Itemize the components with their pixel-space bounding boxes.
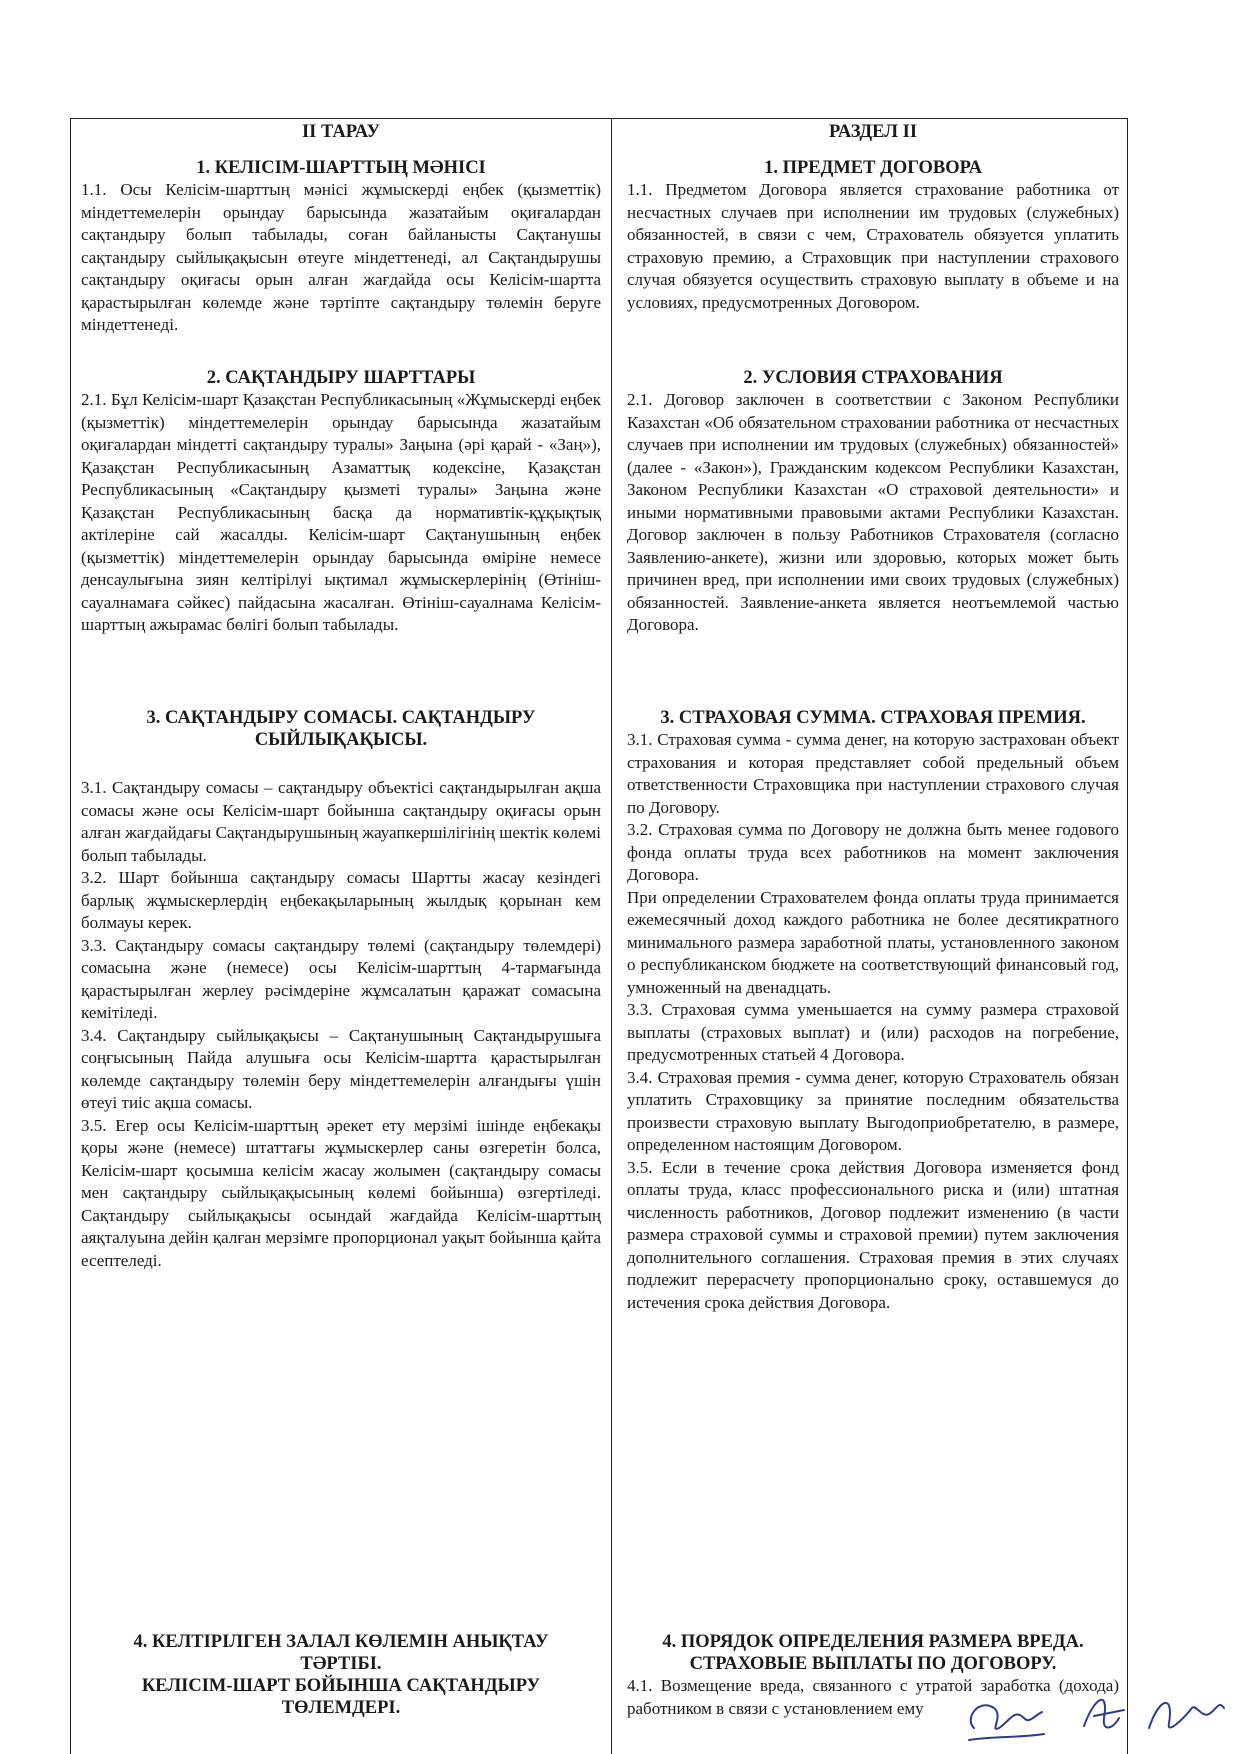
column-divider — [611, 119, 612, 1754]
section-3-5-kz: 3.5. Егер осы Келісім-шарттың әрекет ету мерзімі ішінде еңбекақы қоры және (немесе) штаттағы жұмыскерлер саны өзгеретін болса, Келісім-шарт қосымша келісім жасау жолымен (сақтандыру сомасы мен сақтандыру сыйлықақысының көлемі бойынша) өзгертіледі. Сақтандыру сыйлықақысы осындай жағдайда Келісім-шарттың аяқталуына дейін қалған мерзімге пропорционал уақыт бойынша қайта есептеледі. — [81, 1115, 601, 1270]
section-1-text-ru: 1.1. Предметом Договора является страхование работника от несчастных случаев при исполнении им трудовых (служебных) обязанностей, в связи с чем, Страхователь обязуется уплатить страховую премию, а Страховщик при наступлении страхового случая обязуется осуществить страховую выплату в объеме и на условиях, предусмотренных Договором. — [627, 180, 1119, 312]
section-2-text-ru: 2.1. Договор заключен в соответствии с Законом Республики Казахстан «Об обязательном страховании работника от несчастных случаев при исполнении им трудовых (служебных) обязанностей» (далее - «Закон»), Гражданским кодексом Республики Казахстан, Законом Республики Казахстан «О страховой деятельности» и иными нормативными правовыми актами Республики Казахстан. Договор заключен в пользу Работников Страхователя (согласно Заявлению-анкете), жизни или здоровью, которых может быть причинен вред, при исполнении ими своих трудовых (служебных) обязанностей. Заявление-анкета является неотъемлемой частью Договора. — [627, 390, 1119, 634]
section-3-2-ru: 3.2. Страховая сумма по Договору не должна быть менее годового фонда оплаты труда всех работников на момент заключения Договора. — [627, 820, 1119, 884]
signature-2 — [1084, 1700, 1124, 1728]
section-2-heading-kz: 2. САҚТАНДЫРУ ШАРТТАРЫ — [206, 368, 476, 388]
section-3-4-kz: 3.4. Сақтандыру сыйлықақысы – Сақтанушының Сақтандырушыға соңғысының Пайда алушыға осы Келісім-шартта қарастырылған көлемде сақтандыру төлемін беру міндеттемелерін алғандығы үшін өтеуі тиіс ақша сомасы. — [81, 1025, 601, 1112]
section-1-heading-ru: 1. ПРЕДМЕТ ДОГОВОРА — [764, 158, 982, 178]
section-4-heading-ru: 4. ПОРЯДОК ОПРЕДЕЛЕНИЯ РАЗМЕРА ВРЕДА. СТРАХОВЫЕ ВЫПЛАТЫ ПО ДОГОВОРУ. — [662, 1632, 1084, 1674]
section-2-heading-ru: 2. УСЛОВИЯ СТРАХОВАНИЯ — [743, 368, 1003, 388]
section-4-heading-kz-line2: КЕЛІСІМ-ШАРТ БОЙЫНША САҚТАНДЫРУ ТӨЛЕМДЕРІ. — [141, 1676, 541, 1718]
section-1-text-kz: 1.1. Осы Келісім-шарттың мәнісі жұмыскерді еңбек (қызметтік) міндеттемелерін орындау барысында жазатайым оқиғалардан сақтандыру болып табылады, соған байланысты Сақтанушы сақтандыру сыйлықақысын өтеуге міндеттенеді, ал Сақтандырушы сақтандыру оқиғасы орын алған жағдайда осы Келісім-шартта қарастырылған көлемде және тәртіпте сақтандыру төлемін беруге міндеттенеді. — [81, 180, 601, 334]
contract-table — [70, 118, 1128, 1754]
section-3-3-kz: 3.3. Сақтандыру сомасы сақтандыру төлемі (сақтандыру төлемдері) сомасына және (немесе) осы Келісім-шарттың 4-тармағында қарастырылған жерлеу рәсімдеріне жұмсалатын қаражат сомасына кемітіледі. — [81, 935, 601, 1022]
signatures — [934, 1678, 1234, 1750]
chapter-title-ru: РАЗДЕЛ II — [828, 122, 918, 142]
section-3-5-ru: 3.5. Если в течение срока действия Договора изменяется фонд оплаты труда, класс профессионального риска и (или) штатная численность работников, Договор подлежит изменению (в части размера страховой суммы и страховой премии) путем заключения дополнительного соглашения. Страховая премия в этих случаях подлежит перерасчету пропорционально сроку, оставшемуся до истечения срока действия Договора. — [627, 1157, 1119, 1312]
section-4-text-ru: 4.1. Возмещение вреда, связанного с утратой заработка (дохода) работником в связи с установлением ему — [627, 1676, 1119, 1718]
section-1-heading-kz: 1. КЕЛІСІМ-ШАРТТЫҢ МӘНІСІ — [196, 158, 486, 178]
section-3-2-kz: 3.2. Шарт бойынша сақтандыру сомасы Шартты жасау кезіндегі барлық жұмыскерлердің еңбекақыларының жылдық қорынан кем болмауы керек. — [81, 868, 601, 932]
signature-1 — [971, 1705, 1042, 1729]
section-2-text-kz: 2.1. Бұл Келісім-шарт Қазақстан Республикасының «Жұмыскерді еңбек (қызметтік) міндеттемелерін орындау барысында жазатайым оқиғалардан міндетті сақтандыру туралы» Заңына (әрі қарай - «Заң»), Қазақстан Республикасының Азаматтық кодексіне, Қазақстан Республикасының «Сақтандыру қызметі туралы» Заңына және Қазақстан Республикасының басқа да нормативтік-құқықтық актілеріне сай жасалды. Келісім-шарт Сақтанушының еңбек (қызметтік) міндеттемелерін орындау барысында өміріне немесе денсаулығына зиян келтірілуі ықтимал жұмыскерлерінің (Өтініш-сауалнамаға сәйкес) пайдасына жасалған. Өтініш-сауалнама Келісім-шарттың ажырамас бөлігі болып табылады. — [81, 390, 601, 634]
signature-1-underline — [969, 1734, 1044, 1740]
chapter-title-kz: II ТАРАУ — [301, 122, 381, 142]
section-3-3-ru: 3.3. Страховая сумма уменьшается на сумму размера страховой выплаты (страховых выплат) и (или) расходов на погребение, предусмотренных статьей 4 Договора. — [627, 1000, 1119, 1064]
section-3-1-ru: 3.1. Страховая сумма - сумма денег, на которую застрахован объект страхования и которая представляет собой предельный объем ответственности Страховщика при наступлении страхового случая по Договору. — [627, 730, 1119, 817]
section-3-4-ru: 3.4. Страховая премия - сумма денег, которую Страхователь обязан уплатить Страховщику за принятие последним обязательства произвести страховую выплату Выгодоприобретателю, в размере, определенном настоящим Договором. — [627, 1067, 1119, 1154]
section-3-2b-ru: При определении Страхователем фонда оплаты труда принимается ежемесячный доход каждого работника не более десятикратного минимального размера заработной платы, установленного законом о республиканском бюджете на соответствующий финансовый год, умноженный на двенадцать. — [627, 887, 1119, 997]
section-3-heading-kz: 3. САҚТАНДЫРУ СОМАСЫ. САҚТАНДЫРУ СЫЙЛЫҚАҚЫСЫ. — [146, 708, 536, 750]
signature-3 — [1149, 1703, 1224, 1728]
section-4-heading-kz-line1: 4. КЕЛТІРІЛГЕН ЗАЛАЛ КӨЛЕМІН АНЫҚТАУ ТӘРТІБІ. — [133, 1632, 549, 1674]
section-3-1-kz: 3.1. Сақтандыру сомасы – сақтандыру объектісі сақтандырылған ақша сомасы және осы Келісім-шарт бойынша сақтандыру оқиғасы орын алған жағдайдағы Сақтандырушының жауапкершілігінің шектік көлемі болып табылады. — [81, 778, 601, 865]
section-3-heading-ru: 3. СТРАХОВАЯ СУММА. СТРАХОВАЯ ПРЕМИЯ. — [660, 708, 1086, 728]
